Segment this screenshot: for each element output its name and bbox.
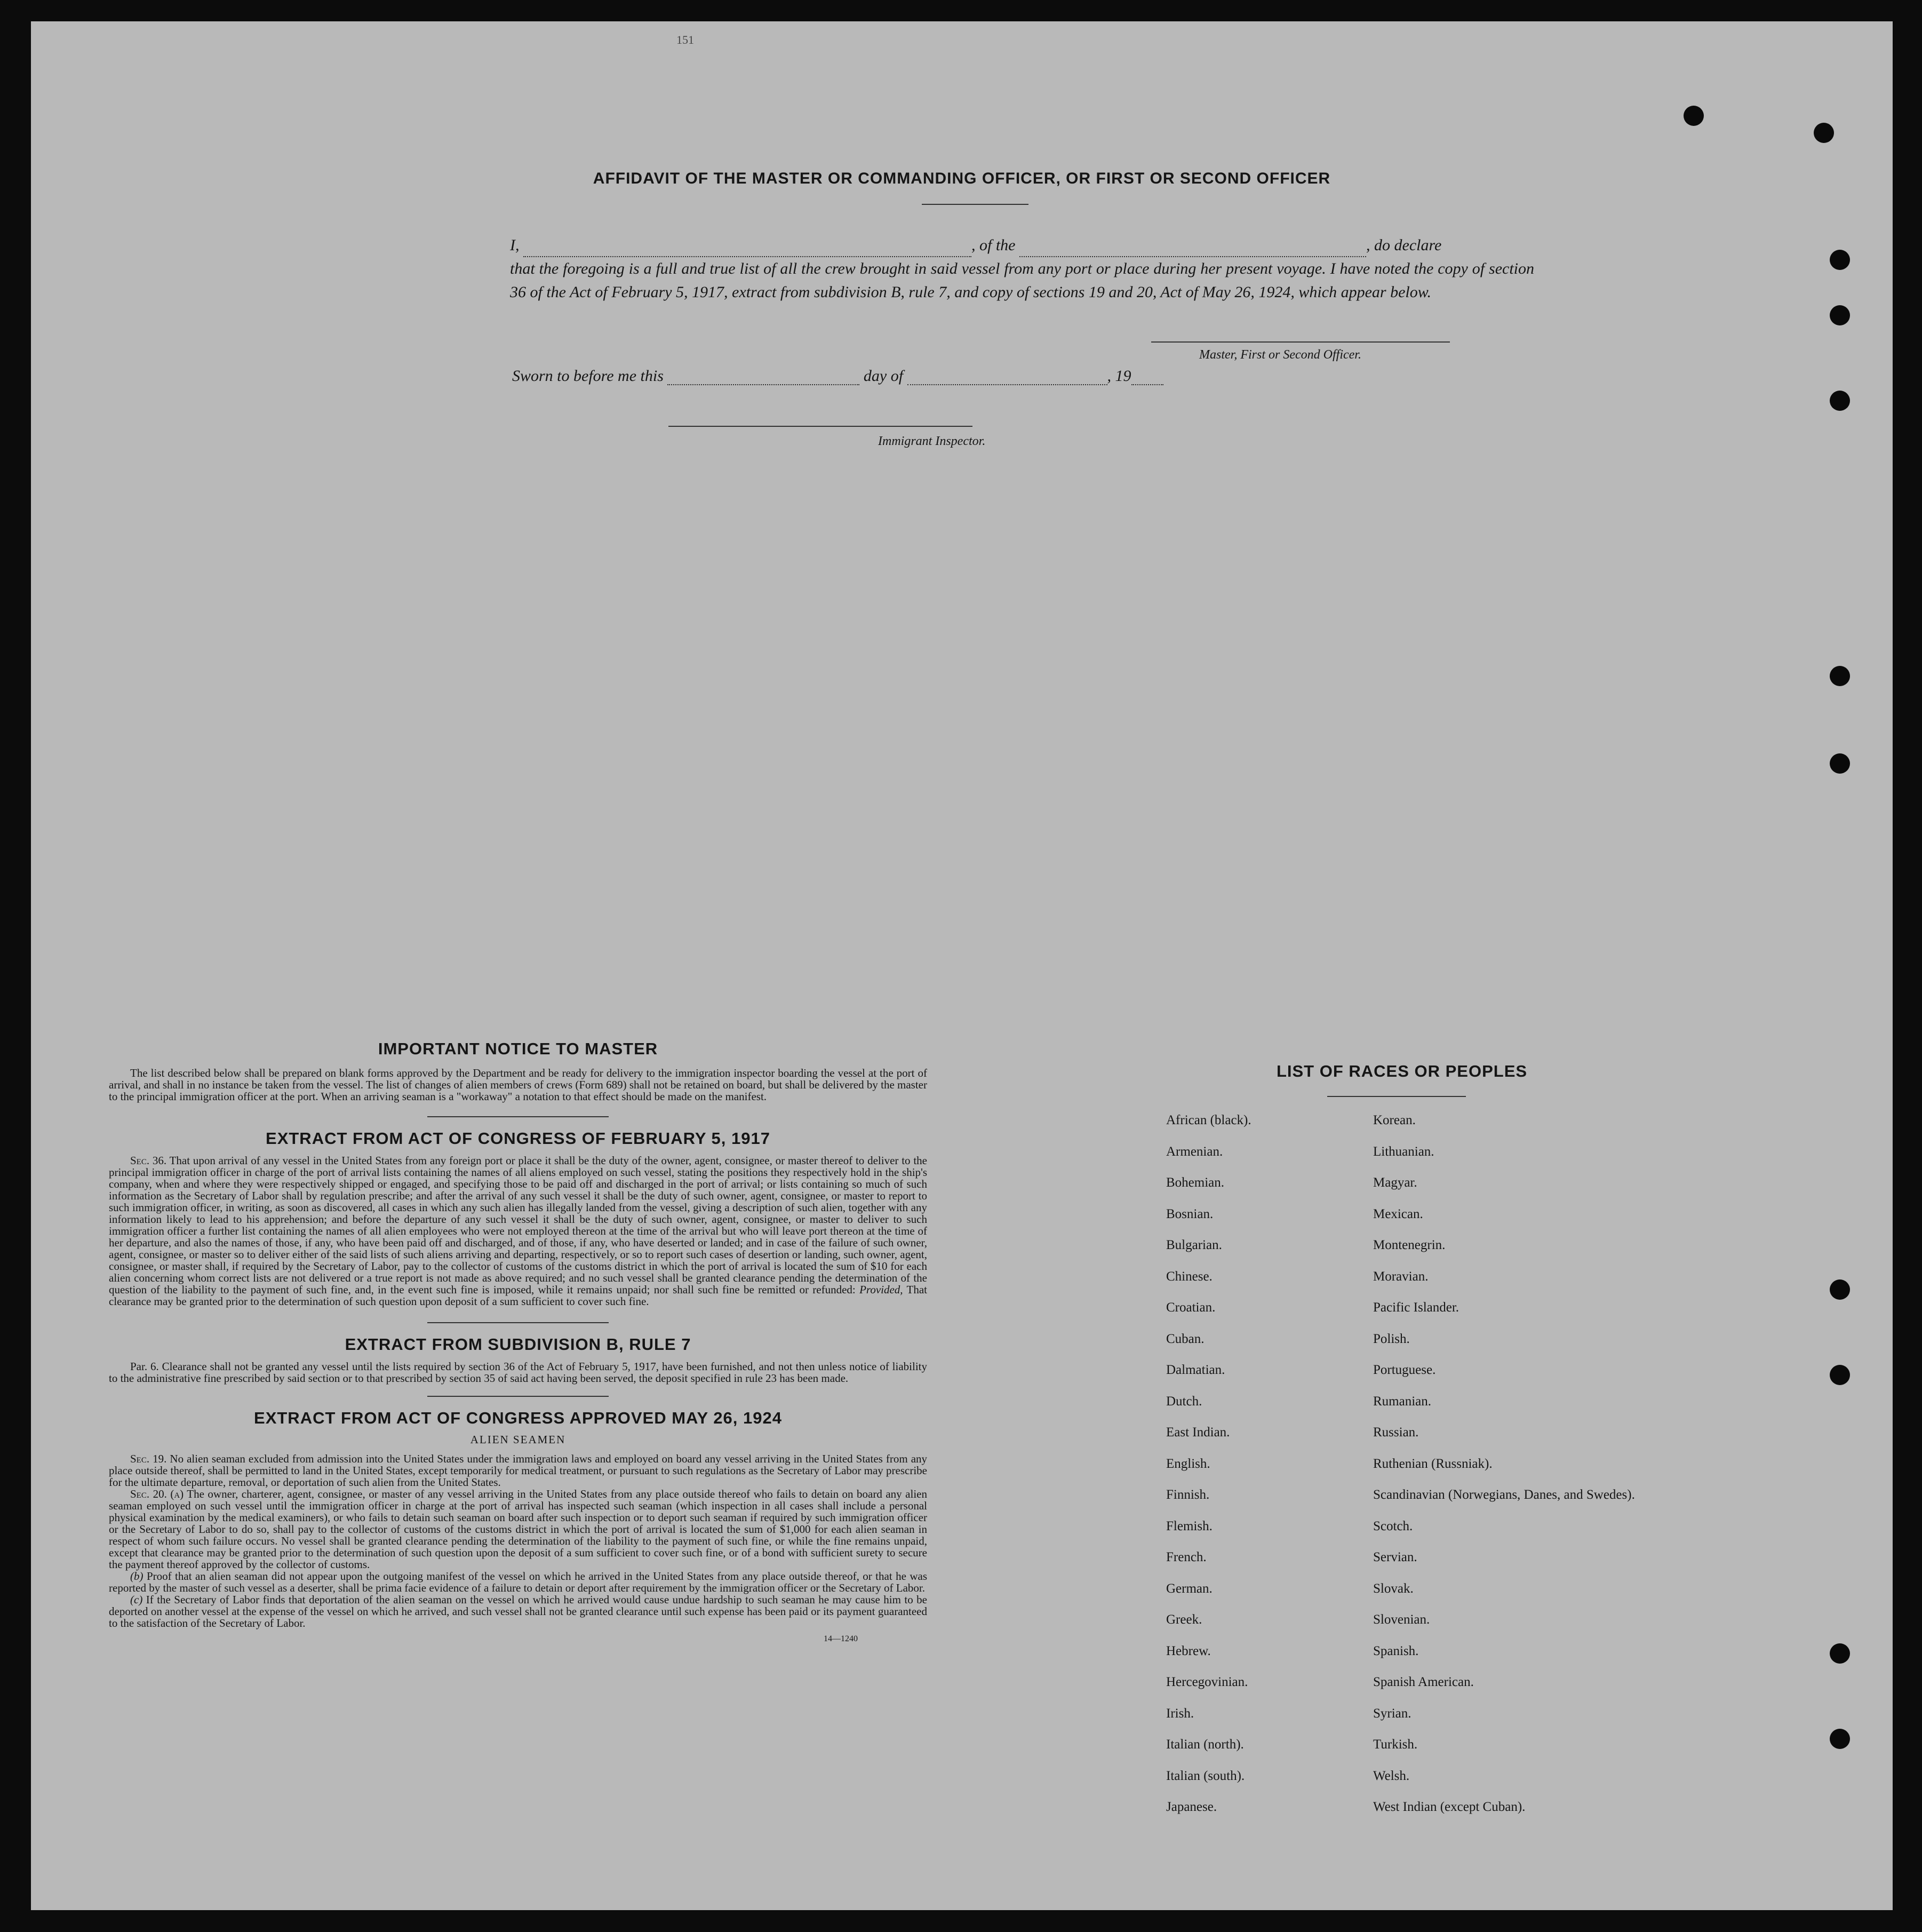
- officer-name-field[interactable]: [523, 241, 971, 257]
- race-item: Syrian.: [1373, 1706, 1411, 1721]
- section-20a-body: The owner, charterer, agent, consignee, or master of any vessel arriving in the United States from any place outside thereof who fails to detain on board any alien seaman employed on such vessel until the immigration officer in charge at the port of arrival has inspected such seaman (which inspection in all cases shall include a personal physical examination by the medical examiners), or who fails to detain such seaman on board after such inspection or to deport such seaman if required by such immigration officer or the Secretary of Labor to do so, shall pay to the collector of customs of the customs district in which the port of arrival is located the sum of $1,000 for each alien seaman in respect of whom such failure occurs. No vessel shall be granted clearance pending the determination of the liability to the payment of such fine, or while the fine remains unpaid, except that clearance may be granted prior to the determination of such question upon the deposit of a sum sufficient to cover such fine, or of a bond with sufficient surety to secure the payment thereof approved by the collector of customs.: [109, 1488, 927, 1571]
- sworn-month-field[interactable]: [907, 369, 1107, 385]
- master-signature-label: Master, First or Second Officer.: [1199, 348, 1361, 362]
- affidavit-line-1: [510, 234, 1534, 257]
- top-mark: 151: [676, 33, 694, 46]
- races-title: LIST OF RACES OR PEOPLES: [1276, 1062, 1528, 1080]
- sworn-year-prefix: , 19: [1107, 367, 1131, 385]
- race-item: Scandinavian (Norwegians, Danes, and Swedes).: [1373, 1488, 1635, 1502]
- race-item: Bohemian.: [1166, 1175, 1225, 1190]
- race-item: Russian.: [1373, 1425, 1419, 1440]
- extract-1917-title: EXTRACT FROM ACT OF CONGRESS OF FEBRUARY 5, 1917: [266, 1129, 770, 1148]
- race-item: East Indian.: [1166, 1425, 1230, 1440]
- section-20b-body: Proof that an alien seaman did not appear upon the outgoing manifest of the vessel on which he arrived in the United States from any place outside thereof, or that he was reported by the master of such vessel as a deserter, shall be prima facie evidence of a failure to detain or deport after requirement by the immigration officer or the Secretary of Labor.: [109, 1570, 928, 1594]
- race-item: West Indian (except Cuban).: [1373, 1800, 1526, 1814]
- divider: [427, 1396, 609, 1397]
- binder-hole-icon: [1830, 1279, 1850, 1300]
- binder-hole-icon: [1830, 391, 1850, 411]
- binder-hole-icon: [1830, 753, 1850, 774]
- notice-title: IMPORTANT NOTICE TO MASTER: [378, 1039, 658, 1058]
- affidavit-block: [510, 234, 1534, 304]
- race-item: African (black).: [1166, 1113, 1251, 1127]
- race-item: Hercegovinian.: [1166, 1675, 1248, 1689]
- affidavit-text: that the foregoing is a full and true list of all the crew brought in said vessel from any port or place during her present voyage. I have noted the copy of section 36 of the Act of February 5, 1917, extract from subdivision B, rule 7, and copy of sections 19 and 20, Act of May 26, 1924, which appear below.: [510, 260, 1534, 301]
- race-item: English.: [1166, 1456, 1210, 1471]
- race-item: Pacific Islander.: [1373, 1300, 1460, 1315]
- binder-hole-icon: [1830, 305, 1850, 325]
- section-19-text: [109, 1453, 927, 1488]
- binder-hole-icon: [1814, 123, 1834, 143]
- extract-1917-text: [109, 1155, 927, 1307]
- binder-hole-icon: [1830, 666, 1850, 686]
- inspector-signature-label: Immigrant Inspector.: [878, 434, 986, 448]
- sworn-day-of: day of: [863, 367, 904, 385]
- race-item: Japanese.: [1166, 1800, 1217, 1814]
- binder-hole-icon: [1830, 1729, 1850, 1749]
- race-item: French.: [1166, 1550, 1207, 1564]
- races-right-list: [1373, 1113, 1650, 1831]
- section-20a-text: [109, 1488, 927, 1570]
- race-item: Hebrew.: [1166, 1643, 1211, 1658]
- race-item: Servian.: [1373, 1550, 1417, 1564]
- affidavit-i: I,: [510, 236, 520, 254]
- race-item: Croatian.: [1166, 1300, 1216, 1315]
- affidavit-of-the: , of the: [971, 236, 1016, 254]
- binder-hole-icon: [1684, 106, 1704, 126]
- sworn-day-field[interactable]: [667, 369, 859, 385]
- section-label: Sec. 19.: [130, 1452, 167, 1465]
- section-label: Sec. 20. (a): [130, 1488, 184, 1500]
- proviso-text: That clearance may be granted prior to the determination of such question upon deposit of a sum sufficient to cover such fine.: [109, 1283, 928, 1308]
- race-item: Armenian.: [1166, 1144, 1223, 1159]
- divider: [427, 1116, 609, 1117]
- affidavit-do-declare: , do declare: [1366, 236, 1442, 254]
- race-item: Slovak.: [1373, 1581, 1414, 1596]
- sworn-line: [512, 367, 1163, 385]
- section-20c-text: [109, 1594, 927, 1629]
- race-item: Rumanian.: [1373, 1394, 1432, 1409]
- sworn-year-field[interactable]: [1131, 369, 1163, 385]
- clause-label: (b): [130, 1570, 143, 1583]
- race-item: Turkish.: [1373, 1737, 1418, 1752]
- race-item: Spanish.: [1373, 1643, 1419, 1658]
- vessel-name-field[interactable]: [1019, 241, 1366, 257]
- race-item: Lithuanian.: [1373, 1144, 1434, 1159]
- race-item: Dalmatian.: [1166, 1363, 1225, 1377]
- race-item: Italian (south).: [1166, 1768, 1245, 1783]
- section-20c-body: If the Secretary of Labor finds that deportation of the alien seaman on the vessel on which he arrived would cause undue hardship to such seaman he may cause him to be deported on another vessel at the expense of the vessel on which he arrived, and such vessel shall not be granted clearance until such expense has been paid or its payment guaranteed to the satisfaction of the Secretary of Labor.: [109, 1593, 927, 1629]
- divider: [922, 204, 1028, 205]
- clause-label: (c): [130, 1593, 143, 1606]
- divider: [1327, 1096, 1466, 1097]
- form-number: 14—1240: [824, 1634, 858, 1643]
- race-item: Montenegrin.: [1373, 1238, 1446, 1252]
- race-item: Korean.: [1373, 1113, 1416, 1127]
- race-item: Scotch.: [1373, 1518, 1413, 1533]
- races-left-list: [1166, 1113, 1369, 1831]
- proviso-label: Provided,: [859, 1283, 903, 1296]
- race-item: Moravian.: [1373, 1269, 1429, 1284]
- race-item: Italian (north).: [1166, 1737, 1244, 1752]
- left-column: [109, 1039, 927, 1644]
- race-item: Slovenian.: [1373, 1612, 1430, 1627]
- race-item: Ruthenian (Russniak).: [1373, 1456, 1493, 1471]
- race-item: Bulgarian.: [1166, 1238, 1222, 1252]
- divider: [427, 1322, 609, 1323]
- extract-1924-title: EXTRACT FROM ACT OF CONGRESS APPROVED MAY 26, 1924: [254, 1409, 782, 1427]
- section-label: Sec. 36.: [130, 1154, 167, 1167]
- race-item: Irish.: [1166, 1706, 1194, 1721]
- race-item: Portuguese.: [1373, 1363, 1436, 1377]
- inspector-signature-line[interactable]: [668, 426, 972, 427]
- master-signature-line[interactable]: [1151, 341, 1450, 343]
- race-item: Polish.: [1373, 1331, 1410, 1346]
- document-page: [31, 21, 1893, 1910]
- affidavit-title: AFFIDAVIT OF THE MASTER OR COMMANDING OFFICER, OR FIRST OR SECOND OFFICER: [593, 170, 1331, 187]
- race-item: Bosnian.: [1166, 1206, 1214, 1221]
- section-36-text: That upon arrival of any vessel in the United States from any foreign port or place it shall be the duty of the owner, agent, consignee, or master thereof to deliver to the principal immigration officer in charge of the port of arrival lists containing the names of all aliens employed on such vessel, stating the positions they respectively hold in the ship's company, when and where they were respectively shipped or engaged, and specifying those to be paid off and discharged in the port of arrival; or lists containing so much of such information as the Secretary of Labor shall by regulation prescribe; and after the arrival of any such vessel it shall be the duty of such owner, agent, consignee, or master to report to such immigration officer, in writing, as soon as discovered, all cases in which any such alien has illegally landed from the vessel, giving a description of such alien, together with any information likely to lead to his apprehension; and before the departure of any such vessel it shall be the duty of such owner, agent, consignee, or master to deliver to such immigration officer a further list containing the names of all alien employees who were not employed thereon at the time of the arrival but who will leave port thereon at the time of her departure, and also the names of those, if any, who have been paid off and discharged, and of those, if any, who have deserted or landed; and in case of the failure of such owner, agent, consignee, or master so to deliver either of the said lists of such aliens arriving and departing, respectively, or so to report such cases of desertion or landing, such owner, agent, consignee, or master shall, if required by the Secretary of Labor, pay to the collector of customs of the customs district in which the port of arrival is located the sum of $10 for each alien concerning whom correct lists are not delivered or a true report is not made as above required; and no such vessel shall be granted clearance pending the determination of the question of the liability to the payment of such fine, and, in the event such fine is imposed, while it remains unpaid; nor shall such fine be remitted or refunded:: [109, 1154, 927, 1296]
- binder-hole-icon: [1830, 1643, 1850, 1664]
- race-item: Magyar.: [1373, 1175, 1417, 1190]
- binder-hole-icon: [1830, 1365, 1850, 1385]
- section-20b-text: [109, 1570, 927, 1594]
- notice-text: The list described below shall be prepared on blank forms approved by the Department and be ready for delivery to the immigration inspector boarding the vessel at the port of arrival, and shall in no instance be taken from the vessel. The list of changes of alien members of crews (Form 689) shall not be retained on board, but shall be delivered by the master to the principal immigration officer at the port. When an arriving seaman is a "workaway" a notation to that effect should be made on the manifest.: [109, 1067, 927, 1103]
- race-item: Finnish.: [1166, 1488, 1210, 1502]
- race-item: Dutch.: [1166, 1394, 1202, 1409]
- race-item: Greek.: [1166, 1612, 1202, 1627]
- binder-hole-icon: [1830, 250, 1850, 270]
- rule7-text: Par. 6. Clearance shall not be granted any vessel until the lists required by section 36 of the Act of February 5, 1917, have been furnished, and not then unless notice of liability to the administrative fine prescribed by said section or to that prescribed by section 35 of said act having been served, the deposit specified in rule 23 has been made.: [109, 1360, 927, 1385]
- rule7-title: EXTRACT FROM SUBDIVISION B, RULE 7: [345, 1335, 691, 1354]
- race-item: Mexican.: [1373, 1206, 1423, 1221]
- section-19-body: No alien seaman excluded from admission into the United States under the immigration laws and employed on board any vessel arriving in the United States from any place outside thereof, shall be permitted to land in the United States, except temporarily for medical treatment, or pursuant to such regulations as the Secretary of Labor may prescribe for the ultimate departure, removal, or deportation of such alien from the United States.: [109, 1452, 928, 1489]
- race-item: Welsh.: [1373, 1768, 1410, 1783]
- alien-seamen-subtitle: ALIEN SEAMEN: [470, 1433, 566, 1446]
- sworn-text: Sworn to before me this: [512, 367, 664, 385]
- race-item: Spanish American.: [1373, 1675, 1474, 1689]
- race-item: Cuban.: [1166, 1331, 1205, 1346]
- race-item: Flemish.: [1166, 1518, 1213, 1533]
- race-item: Chinese.: [1166, 1269, 1213, 1284]
- race-item: German.: [1166, 1581, 1213, 1596]
